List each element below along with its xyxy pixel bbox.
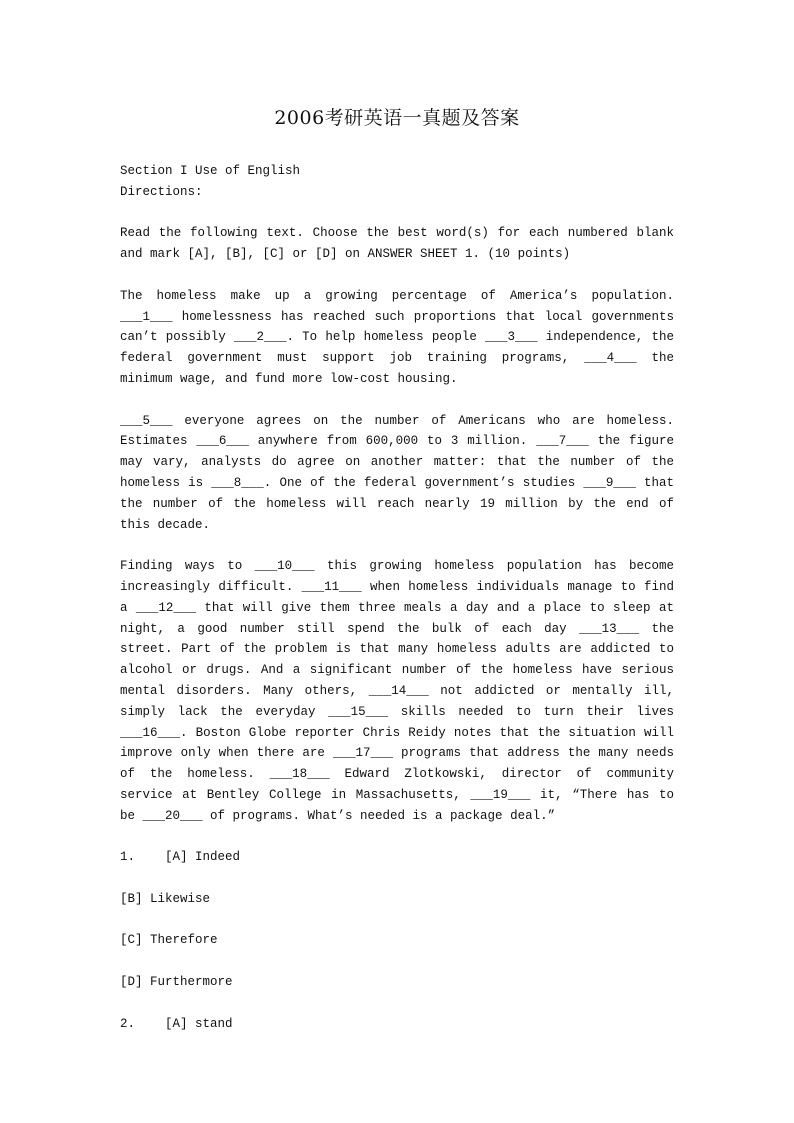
option-item: 2. [A] stand: [120, 1016, 233, 1031]
directions-label: Directions:: [120, 184, 203, 199]
option-item: 1. [A] Indeed: [120, 850, 241, 865]
passage-paragraph-1: The homeless make up a growing percentage of America’s population. ___1___ homelessness has reached such proportions that local governments can’t possibly ___2___. To help homeless people ___3___ independence, the federal government must support job training programs, ___4___ the minimum wage, and fund more low-cost housing.: [120, 288, 674, 386]
passage-paragraph-3: Finding ways to ___10___ this growing homeless population has become increasingly difficult. ___11___ when homeless individuals manage to find a ___12___ that will give them three meals a day and a place to sleep at night, a good number still spend the bulk of each day ___13___ the street. Part of the problem is that many homeless adults are addicted to alcohol or drugs. And a significant number of the homeless have serious mental disorders. Many others, ___14___ not addicted or mentally ill, simply lack the everyday ___15___ skills needed to turn their lives ___16___. Boston Globe reporter Chris Reidy notes that the situation will improve only when there are ___17___ programs that address the many needs of the homeless. ___18___ Edward Zlotkowski, director of community service at Bentley College in Massachusetts, ___19___ it, “There has to be ___20___ of programs. What’s needed is a package deal.”: [120, 559, 674, 823]
option-item: [B] Likewise: [120, 891, 211, 906]
option-item: [D] Furthermore: [120, 975, 233, 990]
spacer: [120, 203, 674, 224]
document-body: [120, 161, 674, 1055]
instructions-paragraph: Read the following text. Choose the best word(s) for each numbered blank and mark [A], [B], [C] or [D] on ANSWER SHEET 1. (10 points): [120, 226, 674, 262]
document-title: 2006考研英语一真题及答案: [274, 107, 520, 129]
passage-paragraph-2: ___5___ everyone agrees on the number of Americans who are homeless. Estimates ___6___ anywhere from 600,000 to 3 million. ___7___ the figure may vary, analysts do agree on another matter: that the number of the homeless is ___8___. One of the federal government’s studies ___9___ that the number of the homeless will reach nearly 19 million by the end of this decade.: [120, 413, 674, 532]
section-heading: Section I Use of English: [120, 164, 301, 178]
option-item: [C] Therefore: [120, 933, 218, 948]
